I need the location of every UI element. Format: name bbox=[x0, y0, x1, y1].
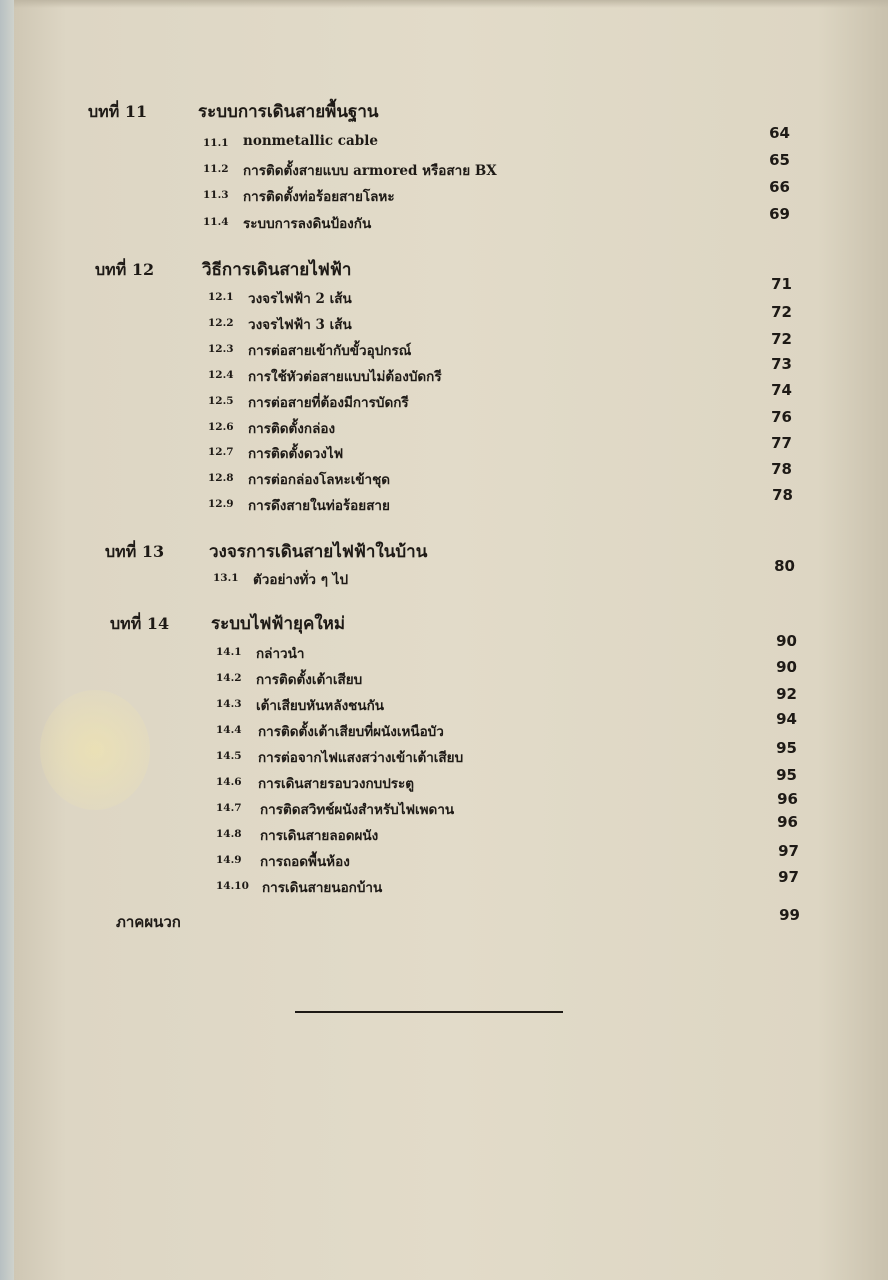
entry-title: การต่อกล่องโลหะเข้าชุด bbox=[248, 472, 391, 488]
toc-entry bbox=[203, 213, 372, 232]
page-number: 95 bbox=[776, 766, 797, 784]
appendix-page-number: 99 bbox=[779, 906, 800, 924]
entry-number: 11.2 bbox=[203, 163, 229, 175]
entry-title: เต้าเสียบหันหลังชนกัน bbox=[256, 698, 384, 714]
chapter-title: วิธีการเดินสายไฟฟ้า bbox=[202, 260, 352, 280]
entry-number: 14.8 bbox=[216, 828, 242, 840]
page-edge-left bbox=[0, 0, 14, 1280]
toc-entry bbox=[216, 773, 415, 792]
entry-number: 12.2 bbox=[208, 317, 234, 329]
toc-entry bbox=[208, 443, 344, 462]
page-number: 72 bbox=[771, 303, 792, 321]
toc-entry bbox=[216, 721, 444, 740]
toc-entry bbox=[216, 825, 379, 844]
entry-number: 14.7 bbox=[216, 802, 242, 814]
page-number: 73 bbox=[771, 355, 792, 373]
entry-number: 12.6 bbox=[208, 421, 234, 433]
entry-title: การเดินสายลอดผนัง bbox=[260, 828, 379, 844]
page-edge-top bbox=[14, 0, 888, 8]
entry-number: 12.5 bbox=[208, 395, 234, 407]
entry-number: 12.1 bbox=[208, 291, 234, 303]
entry-title: วงจรไฟฟ้า 3 เส้น bbox=[248, 317, 352, 333]
entry-number: 11.3 bbox=[203, 189, 229, 201]
page-number: 96 bbox=[777, 790, 798, 808]
chapter-heading bbox=[105, 540, 428, 565]
entry-number: 11.4 bbox=[203, 216, 229, 228]
chapter-label: บทที่ 13 bbox=[105, 542, 165, 561]
appendix-label: ภาคผนวก bbox=[116, 913, 181, 931]
entry-title: กล่าวนำ bbox=[256, 646, 305, 662]
toc-entry bbox=[208, 392, 409, 411]
page-number: 69 bbox=[769, 205, 790, 223]
entry-number: 12.8 bbox=[208, 472, 234, 484]
entry-title: การดึงสายในท่อร้อยสาย bbox=[248, 498, 390, 514]
chapter-title: ระบบไฟฟ้ายุคใหม่ bbox=[211, 614, 346, 634]
chapter-heading bbox=[95, 258, 352, 283]
page-number: 97 bbox=[778, 868, 799, 886]
page-number: 76 bbox=[771, 408, 792, 426]
page-number: 74 bbox=[771, 381, 792, 399]
chapter-label: บทที่ 11 bbox=[88, 102, 148, 121]
toc-entry bbox=[216, 669, 363, 688]
toc-entry bbox=[216, 799, 455, 818]
page-number: 78 bbox=[771, 460, 792, 478]
page-number: 80 bbox=[774, 557, 795, 575]
entry-number: 12.4 bbox=[208, 369, 234, 381]
entry-number: 14.1 bbox=[216, 646, 242, 658]
page-number: 78 bbox=[772, 486, 793, 504]
entry-number: 14.5 bbox=[216, 750, 242, 762]
page-number: 96 bbox=[777, 813, 798, 831]
entry-title: ตัวอย่างทั่ว ๆ ไป bbox=[253, 572, 349, 588]
chapter-title: ระบบการเดินสายพื้นฐาน bbox=[198, 102, 379, 122]
toc-entry bbox=[208, 340, 412, 359]
toc-entry bbox=[203, 133, 378, 150]
entry-title: การถอดพื้นห้อง bbox=[260, 854, 350, 870]
entry-title: การติดตั้งสายแบบ armored หรือสาย BX bbox=[243, 163, 497, 179]
toc-entry bbox=[208, 288, 352, 307]
chapter-label: บทที่ 12 bbox=[95, 260, 155, 279]
entry-number: 14.10 bbox=[216, 880, 249, 892]
entry-title: การติดตั้งท่อร้อยสายโลหะ bbox=[243, 189, 395, 205]
entry-number: 12.7 bbox=[208, 446, 234, 458]
entry-number: 14.4 bbox=[216, 724, 242, 736]
entry-title: วงจรไฟฟ้า 2 เส้น bbox=[248, 291, 352, 307]
toc-entry bbox=[216, 747, 464, 766]
toc-entry bbox=[208, 366, 442, 385]
toc-entry bbox=[203, 160, 497, 179]
page-number: 95 bbox=[776, 739, 797, 757]
entry-title: ระบบการลงดินป้องกัน bbox=[243, 216, 372, 232]
page-number: 66 bbox=[769, 178, 790, 196]
entry-number: 14.3 bbox=[216, 698, 242, 710]
toc-entry bbox=[208, 418, 336, 437]
chapter-label: บทที่ 14 bbox=[110, 614, 170, 633]
chapter-heading bbox=[110, 612, 346, 637]
toc-entry bbox=[208, 495, 390, 514]
toc-entry bbox=[203, 186, 395, 205]
entry-title: การติดตั้งเต้าเสียบ bbox=[256, 672, 363, 688]
page-number: 65 bbox=[769, 151, 790, 169]
page-number: 64 bbox=[769, 124, 790, 142]
entry-number: 12.3 bbox=[208, 343, 234, 355]
toc-entry bbox=[216, 643, 305, 662]
entry-title: การติดตั้งดวงไฟ bbox=[248, 446, 344, 462]
entry-title: การต่อสายเข้ากับขั้วอุปกรณ์ bbox=[248, 343, 412, 359]
toc-entry bbox=[216, 695, 384, 714]
chapter-heading bbox=[88, 100, 379, 125]
entry-number: 11.1 bbox=[203, 137, 229, 149]
toc-entry bbox=[216, 877, 383, 896]
entry-number: 12.9 bbox=[208, 498, 234, 510]
entry-title: การใช้หัวต่อสายแบบไม่ต้องบัดกรี bbox=[248, 369, 442, 385]
page-number: 97 bbox=[778, 842, 799, 860]
page-number: 77 bbox=[771, 434, 792, 452]
entry-title: การต่อจากไฟแสงสว่างเข้าเต้าเสียบ bbox=[258, 750, 464, 766]
entry-number: 14.6 bbox=[216, 776, 242, 788]
entry-title: การติดตั้งเต้าเสียบที่ผนังเหนือบัว bbox=[258, 724, 444, 740]
paper-stain bbox=[40, 690, 150, 810]
chapter-title: วงจรการเดินสายไฟฟ้าในบ้าน bbox=[209, 542, 428, 562]
page-number: 72 bbox=[771, 330, 792, 348]
entry-title: nonmetallic cable bbox=[243, 133, 378, 149]
entry-title: การเดินสายรอบวงกบประตู bbox=[258, 776, 415, 792]
entry-title: การติดสวิทช์ผนังสำหรับไฟเพดาน bbox=[260, 802, 455, 818]
toc-entry bbox=[213, 569, 349, 588]
entry-title: การเดินสายนอกบ้าน bbox=[262, 880, 383, 896]
page-number: 90 bbox=[776, 658, 797, 676]
page-number: 94 bbox=[776, 710, 797, 728]
entry-number: 13.1 bbox=[213, 572, 239, 584]
divider-line bbox=[295, 1011, 563, 1013]
page-number: 92 bbox=[776, 685, 797, 703]
toc-entry bbox=[208, 469, 391, 488]
entry-number: 14.9 bbox=[216, 854, 242, 866]
toc-entry bbox=[216, 851, 350, 870]
entry-number: 14.2 bbox=[216, 672, 242, 684]
page-number: 90 bbox=[776, 632, 797, 650]
page-number: 71 bbox=[771, 275, 792, 293]
entry-title: การต่อสายที่ต้องมีการบัดกรี bbox=[248, 395, 409, 411]
entry-title: การติดตั้งกล่อง bbox=[248, 421, 336, 437]
toc-entry bbox=[208, 314, 352, 333]
